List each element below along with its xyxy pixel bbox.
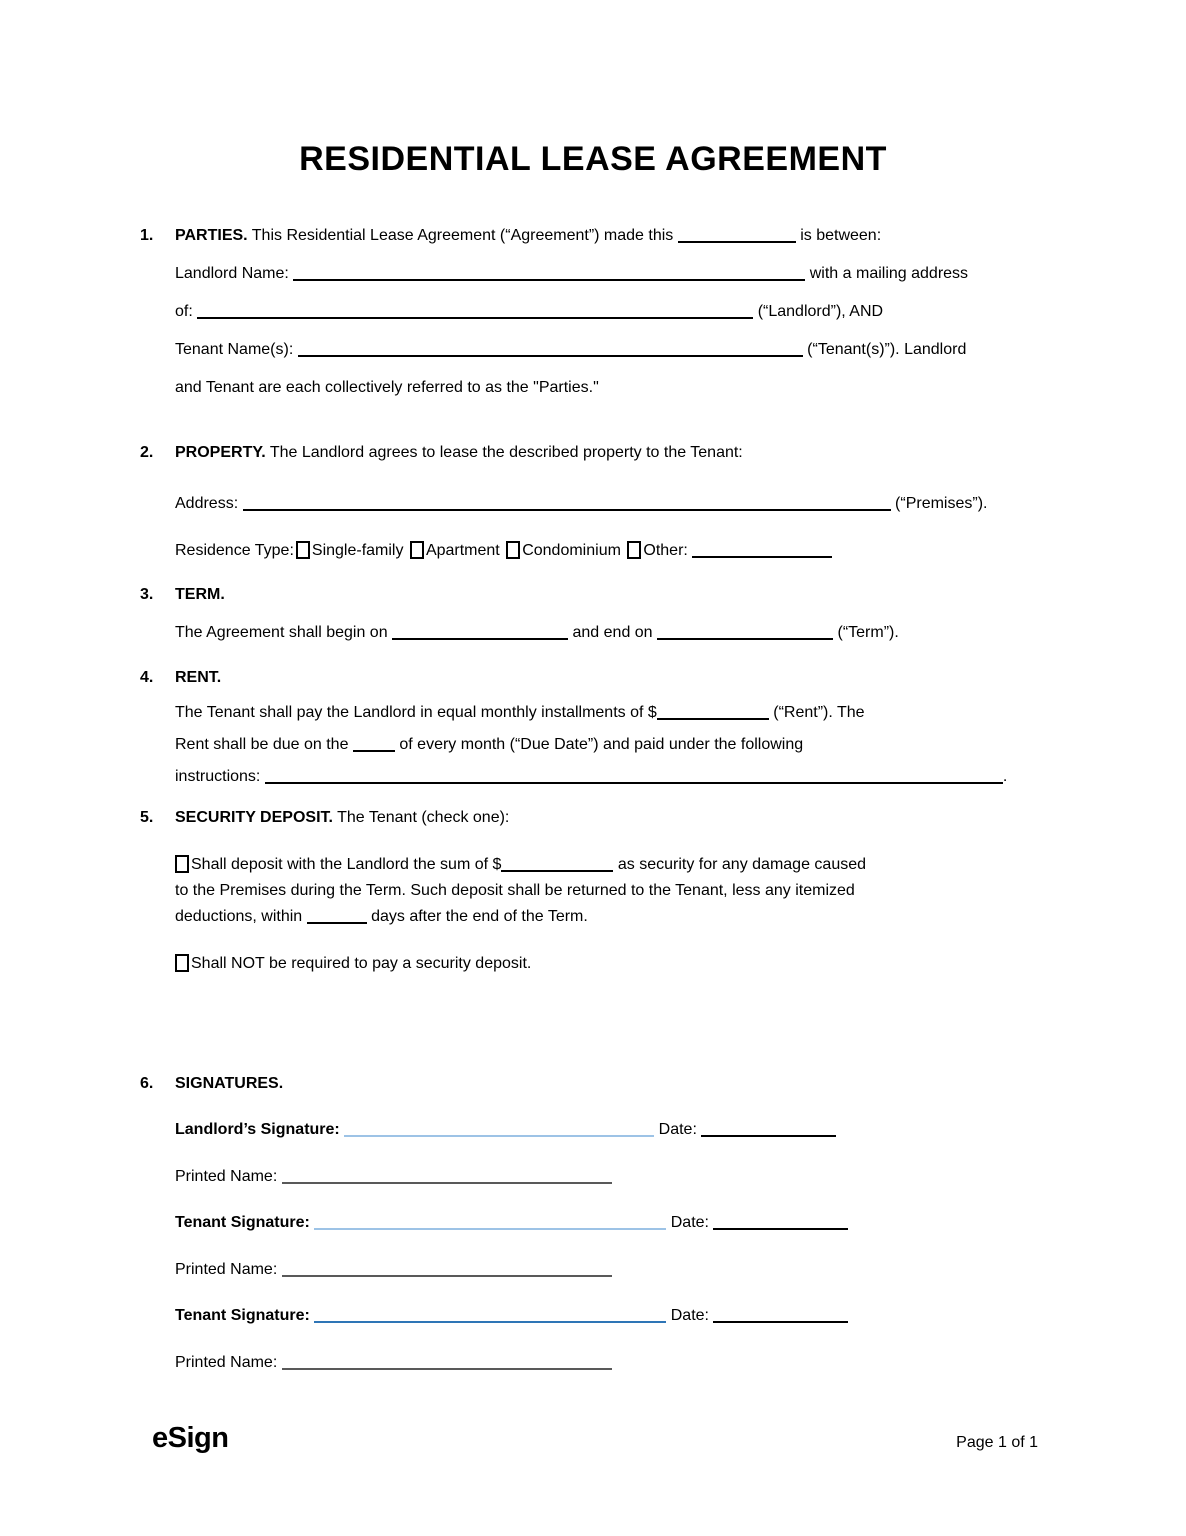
parties-line-3: [175, 293, 1046, 331]
tenant1-printed-name-label: Printed Name:: [175, 1261, 278, 1278]
security-heading: SECURITY DEPOSIT.: [175, 809, 333, 826]
parties-line-2: [175, 255, 1046, 293]
tenant2-printed-name-line[interactable]: [282, 1366, 612, 1370]
parties-line-5: [175, 369, 1046, 407]
term-end-text: (“Term”).: [837, 624, 899, 641]
premises-suffix: (“Premises”).: [895, 495, 988, 512]
agreement-date-blank[interactable]: [678, 239, 796, 243]
section-rent: [140, 659, 1046, 793]
rent-amount-blank[interactable]: [657, 716, 769, 720]
signatures-number: 6.: [140, 1075, 154, 1092]
landlord-address-label: of:: [175, 303, 193, 320]
premises-address-label: Address:: [175, 495, 239, 512]
tenant2-printed-name-label: Printed Name:: [175, 1354, 278, 1371]
tenant1-date-label: Date:: [670, 1214, 709, 1231]
residence-option-single-family: Single-family: [311, 542, 404, 559]
landlord-signature-date-blank[interactable]: [701, 1133, 836, 1137]
deposit-amount-blank[interactable]: [501, 868, 613, 872]
page-number: Page 1 of 1: [956, 1434, 1038, 1451]
deposit-option1-line-3: [175, 904, 1046, 930]
property-number: 2.: [140, 444, 154, 461]
parties-line-1: [140, 217, 1046, 255]
parties-line4-end: (“Tenant(s)”). Landlord: [807, 341, 967, 358]
parties-line-4: [175, 331, 1046, 369]
term-line: [175, 614, 1046, 652]
landlord-printed-name-line[interactable]: [282, 1180, 612, 1184]
deposit-option1-line-2: [175, 878, 1046, 904]
deposit-line1-text: Shall deposit with the Landlord the sum of $: [191, 856, 502, 873]
tenant-names-label: Tenant Name(s):: [175, 341, 294, 358]
section-parties: [140, 217, 1046, 407]
signatures-heading-line: [140, 1065, 1046, 1103]
tenant2-signature-label: Tenant Signature:: [175, 1307, 310, 1324]
deposit-option-1: [175, 852, 1046, 930]
deposit-required-checkbox[interactable]: [175, 855, 189, 873]
condominium-checkbox[interactable]: [506, 541, 520, 559]
residence-type-label: Residence Type:: [175, 542, 294, 559]
other-checkbox[interactable]: [627, 541, 641, 559]
deposit-option-2: [175, 951, 1046, 977]
term-start-date-blank[interactable]: [392, 636, 568, 640]
premises-address-blank[interactable]: [243, 507, 891, 511]
property-heading: PROPERTY.: [175, 444, 266, 461]
residence-option-condominium: Condominium: [522, 542, 621, 559]
parties-line2-end: with a mailing address: [809, 265, 969, 282]
esign-logo: eSign: [152, 1422, 229, 1454]
security-number: 5.: [140, 809, 154, 826]
deposit-line3-text: deductions, within: [175, 908, 303, 925]
rent-number: 4.: [140, 669, 154, 686]
payment-instructions-blank[interactable]: [265, 780, 1003, 784]
term-middle-text: and end on: [572, 624, 653, 641]
tenant1-signature-row: [175, 1204, 1046, 1242]
term-number: 3.: [140, 586, 154, 603]
single-family-checkbox[interactable]: [296, 541, 310, 559]
residence-type-line: [175, 532, 1046, 570]
tenant2-signature-row: [175, 1297, 1046, 1335]
other-residence-blank[interactable]: [692, 554, 832, 558]
section-term: [140, 576, 1046, 652]
rent-line3-period: .: [1002, 768, 1008, 785]
parties-line1-end: is between:: [800, 227, 882, 244]
rent-line1-text: The Tenant shall pay the Landlord in equal monthly installments of $: [175, 704, 657, 721]
property-heading-line: [140, 434, 1046, 472]
rent-line2-text: Rent shall be due on the: [175, 736, 349, 753]
tenant2-date-label: Date:: [670, 1307, 709, 1324]
landlord-signature-line[interactable]: [344, 1133, 654, 1137]
landlord-name-label: Landlord Name:: [175, 265, 289, 282]
rent-heading-line: [140, 659, 1046, 697]
landlord-printed-name-row: [175, 1158, 1046, 1196]
security-heading-line: [140, 799, 1046, 837]
rent-line1-end: (“Rent”). The: [773, 704, 865, 721]
security-intro: The Tenant (check one):: [337, 809, 510, 826]
no-deposit-checkbox[interactable]: [175, 954, 189, 972]
residence-option-apartment: Apartment: [425, 542, 500, 559]
parties-heading: PARTIES.: [175, 227, 248, 244]
deposit-option1-line-1: [175, 852, 1046, 878]
payment-instructions-label: instructions:: [175, 768, 261, 785]
rent-heading: RENT.: [175, 669, 222, 686]
tenant2-signature-line[interactable]: [314, 1319, 666, 1323]
page-footer: [152, 1422, 1038, 1455]
rent-line2-end: of every month (“Due Date”) and paid under the following: [399, 736, 804, 753]
section-property: [140, 434, 1046, 570]
due-day-blank[interactable]: [353, 748, 395, 752]
term-begin-text: The Agreement shall begin on: [175, 624, 388, 641]
landlord-name-blank[interactable]: [293, 277, 805, 281]
property-intro: The Landlord agrees to lease the described property to the Tenant:: [269, 444, 743, 461]
section-security-deposit: [140, 799, 1046, 977]
landlord-date-label: Date:: [658, 1121, 697, 1138]
tenant1-signature-label: Tenant Signature:: [175, 1214, 310, 1231]
residence-option-other: Other:: [643, 542, 688, 559]
parties-number: 1.: [140, 227, 154, 244]
term-heading-line: [140, 576, 1046, 614]
deposit-line3-end: days after the end of the Term.: [371, 908, 588, 925]
landlord-printed-name-label: Printed Name:: [175, 1168, 278, 1185]
parties-line3-end: (“Landlord”), AND: [757, 303, 884, 320]
term-heading: TERM.: [175, 586, 225, 603]
tenant-names-blank[interactable]: [298, 353, 803, 357]
rent-line-3: [175, 761, 1046, 793]
rent-line-1: [175, 697, 1046, 729]
section-signatures: [140, 1065, 1046, 1382]
deposit-return-days-blank[interactable]: [307, 920, 367, 924]
tenant1-printed-name-row: [175, 1251, 1046, 1289]
deposit-line2-text: to the Premises during the Term. Such deposit shall be returned to the Tenant, less any itemized: [175, 882, 855, 899]
deposit-line1-end: as security for any damage caused: [617, 856, 867, 873]
landlord-signature-row: [175, 1111, 1046, 1149]
term-end-date-blank[interactable]: [657, 636, 833, 640]
tenant1-printed-name-line[interactable]: [282, 1273, 612, 1277]
landlord-address-blank[interactable]: [197, 315, 753, 319]
apartment-checkbox[interactable]: [410, 541, 424, 559]
document-title: RESIDENTIAL LEASE AGREEMENT: [299, 140, 887, 178]
tenant2-printed-name-row: [175, 1344, 1046, 1382]
parties-line5-text: and Tenant are each collectively referred to as the "Parties.": [175, 379, 599, 396]
landlord-signature-label: Landlord’s Signature:: [175, 1121, 340, 1138]
property-address-line: [175, 485, 1046, 523]
signatures-heading: SIGNATURES.: [175, 1075, 284, 1092]
tenant1-signature-line[interactable]: [314, 1226, 666, 1230]
no-deposit-text: Shall NOT be required to pay a security deposit.: [191, 955, 532, 972]
tenant2-signature-date-blank[interactable]: [713, 1319, 848, 1323]
tenant1-signature-date-blank[interactable]: [713, 1226, 848, 1230]
rent-line-2: [175, 729, 1046, 761]
parties-line1-text: This Residential Lease Agreement (“Agreement”) made this: [251, 227, 674, 244]
document-body: [140, 217, 1046, 1382]
